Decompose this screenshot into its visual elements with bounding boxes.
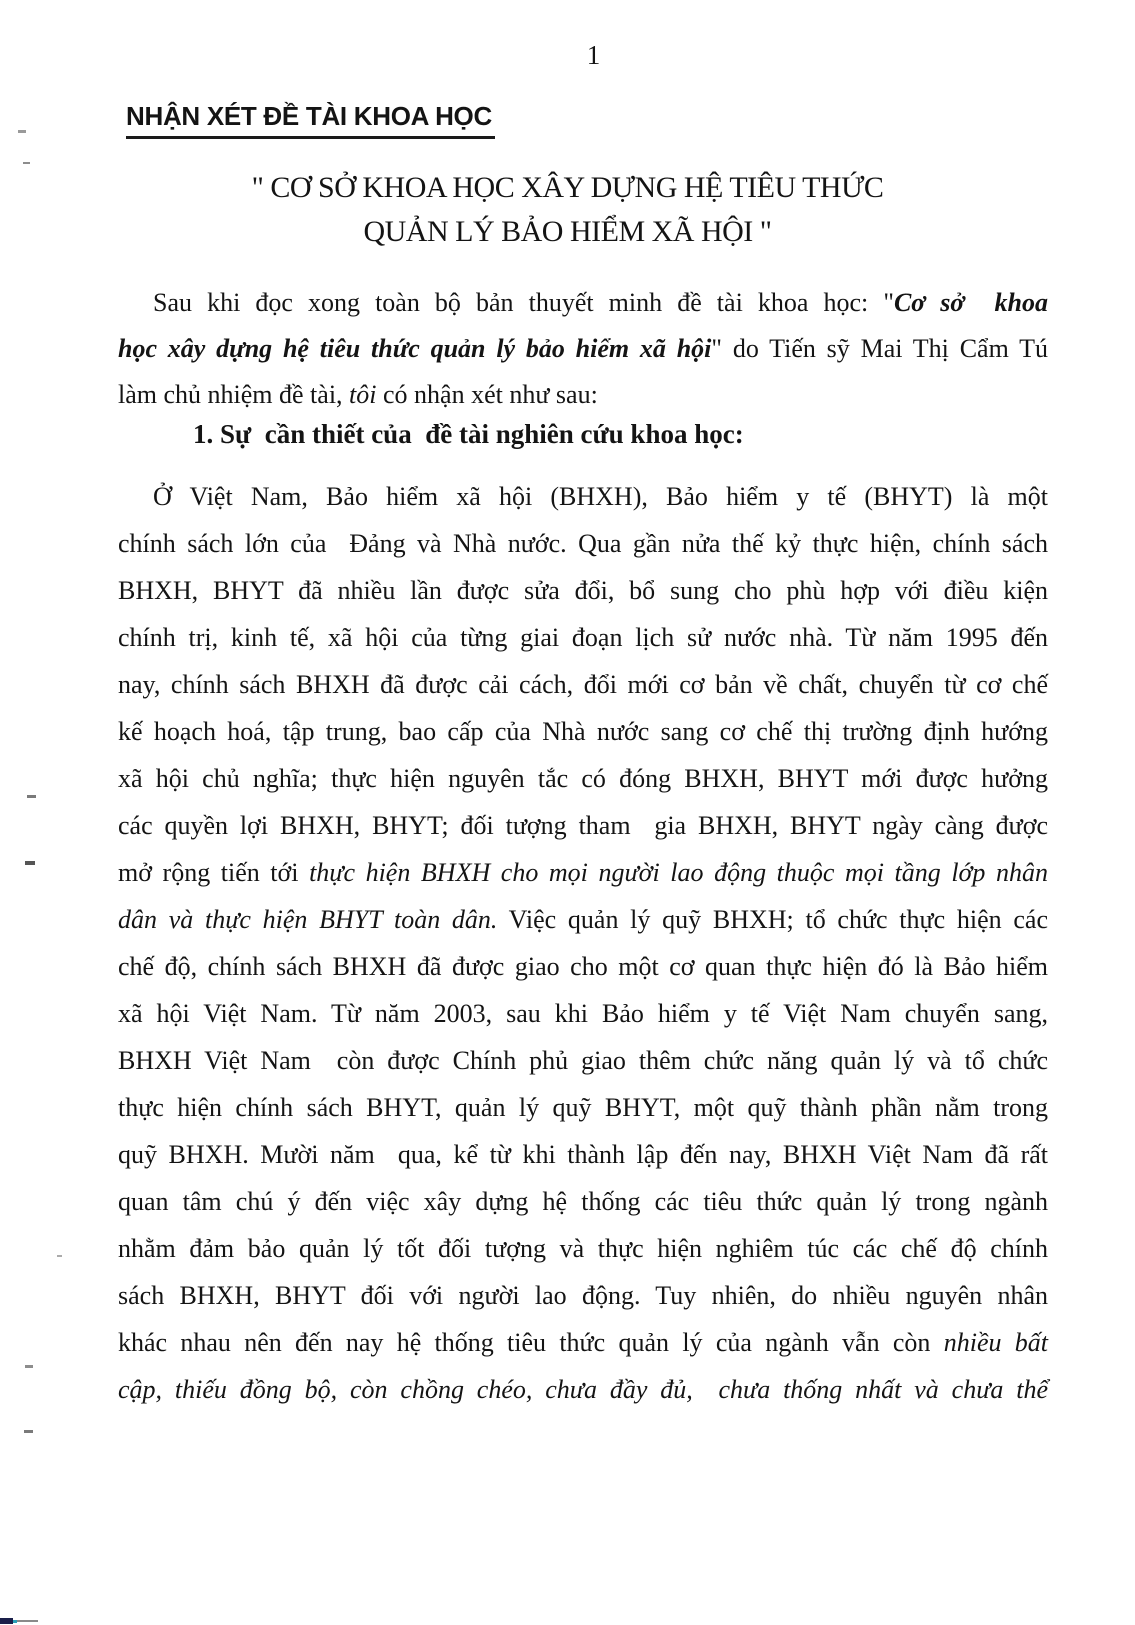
text-line bbox=[118, 372, 1048, 418]
text-line bbox=[118, 896, 1048, 943]
text-segment: quan tâm chú ý đến việc xây dựng hệ thống các tiêu thức quản lý trong ngành bbox=[118, 1187, 1048, 1216]
text-segment: có nhận xét như sau: bbox=[376, 380, 598, 409]
scan-artifact bbox=[57, 1255, 62, 1257]
text-segment: làm chủ nhiệm đề tài, bbox=[118, 380, 350, 409]
scan-artifact bbox=[24, 1430, 33, 1433]
emphasized-text: Cơ sở khoa bbox=[893, 288, 1048, 317]
text-line bbox=[118, 1319, 1048, 1366]
section-1-heading: 1. Sự cần thiết của đề tài nghiên cứu khoa học: bbox=[193, 419, 744, 449]
text-line bbox=[118, 708, 1048, 755]
text-segment: xã hội Việt Nam. Từ năm 2003, sau khi Bảo hiểm y tế Việt Nam chuyển sang, bbox=[118, 999, 1048, 1028]
text-line bbox=[118, 473, 1048, 520]
text-line bbox=[118, 661, 1048, 708]
text-segment: BHXH Việt Nam còn được Chính phủ giao thêm chức năng quản lý và tổ chức bbox=[118, 1046, 1048, 1075]
emphasized-text: nhiều bất bbox=[943, 1328, 1048, 1357]
text-segment: chính sách lớn của Đảng và Nhà nước. Qua gần nửa thế kỷ thực hiện, chính sách bbox=[118, 529, 1048, 558]
text-segment: BHXH, BHYT đã nhiều lần được sửa đổi, bổ sung cho phù hợp với điều kiện bbox=[118, 576, 1048, 605]
text-line bbox=[118, 1225, 1048, 1272]
scan-artifact bbox=[25, 861, 35, 865]
text-segment: khác nhau nên đến nay hệ thống tiêu thức quản lý của ngành vẫn còn bbox=[118, 1328, 944, 1357]
text-line bbox=[118, 614, 1048, 661]
text-segment: chính trị, kinh tế, xã hội của từng giai đoạn lịch sử nước nhà. Từ năm 1995 đến bbox=[118, 623, 1048, 652]
text-line bbox=[118, 943, 1048, 990]
scan-artifact bbox=[17, 1620, 38, 1622]
text-line bbox=[118, 1178, 1048, 1225]
text-line bbox=[118, 1366, 1048, 1413]
text-segment: nhằm đảm bảo quản lý tốt đối tượng và thực hiện nghiêm túc các chế độ chính bbox=[118, 1234, 1048, 1263]
text-segment: kế hoạch hoá, tập trung, bao cấp của Nhà nước sang cơ chế thị trường định hướng bbox=[118, 717, 1048, 746]
text-segment: Việc quản lý quỹ BHXH; tổ chức thực hiện các bbox=[497, 905, 1048, 934]
emphasized-text: cập, thiếu đồng bộ, còn chồng chéo, chưa đầy đủ, chưa thống nhất và chưa thể bbox=[118, 1375, 1048, 1404]
document-heading: NHẬN XÉT ĐỀ TÀI KHOA HỌC bbox=[126, 101, 495, 139]
text-line bbox=[118, 802, 1048, 849]
text-segment: nay, chính sách BHXH đã được cải cách, đổi mới cơ bản về chất, chuyển từ cơ chế bbox=[118, 670, 1048, 699]
text-line bbox=[118, 280, 1048, 326]
scan-artifact bbox=[27, 795, 36, 798]
text-line bbox=[118, 1084, 1048, 1131]
text-line bbox=[118, 1131, 1048, 1178]
emphasized-text: tôi bbox=[349, 380, 377, 409]
text-line bbox=[118, 1037, 1048, 1084]
scan-artifact bbox=[25, 1365, 33, 1368]
emphasized-text: học xây dựng hệ tiêu thức quản lý bảo hiểm xã hội bbox=[118, 334, 712, 363]
text-line bbox=[118, 326, 1048, 372]
emphasized-text: dân và thực hiện BHYT toàn dân. bbox=[118, 905, 498, 934]
report-title bbox=[0, 166, 1135, 254]
emphasized-text: thực hiện BHXH cho mọi người lao động thuộc mọi tầng lớp nhân bbox=[309, 858, 1048, 887]
text-line bbox=[118, 755, 1048, 802]
intro-paragraph bbox=[118, 280, 1048, 418]
text-segment: Sau khi đọc xong toàn bộ bản thuyết minh đề tài khoa học: " bbox=[153, 288, 894, 317]
report-title-line2: QUẢN LÝ BẢO HIỂM XÃ HỘI " bbox=[363, 215, 772, 248]
text-segment: " do Tiến sỹ Mai Thị Cẩm Tú bbox=[711, 334, 1049, 363]
page-number: 1 bbox=[586, 40, 601, 70]
scan-artifact bbox=[0, 1618, 13, 1624]
text-segment: thực hiện chính sách BHYT, quản lý quỹ BHYT, một quỹ thành phần nằm trong bbox=[118, 1093, 1048, 1122]
text-line bbox=[118, 567, 1048, 614]
scan-artifact bbox=[23, 162, 30, 164]
report-title-line1: " CƠ SỞ KHOA HỌC XÂY DỰNG HỆ TIÊU THỨC bbox=[251, 171, 884, 204]
text-segment: Ở Việt Nam, Bảo hiểm xã hội (BHXH), Bảo hiểm y tế (BHYT) là một bbox=[153, 482, 1048, 511]
text-segment: mở rộng tiến tới bbox=[118, 858, 310, 887]
text-line bbox=[118, 990, 1048, 1037]
text-segment: quỹ BHXH. Mười năm qua, kể từ khi thành lập đến nay, BHXH Việt Nam đã rất bbox=[118, 1140, 1048, 1169]
text-line bbox=[118, 520, 1048, 567]
text-segment: các quyền lợi BHXH, BHYT; đối tượng tham gia BHXH, BHYT ngày càng được bbox=[118, 811, 1048, 840]
text-line bbox=[118, 849, 1048, 896]
body-paragraph bbox=[118, 473, 1048, 1413]
text-segment: xã hội chủ nghĩa; thực hiện nguyên tắc có đóng BHXH, BHYT mới được hưởng bbox=[118, 764, 1048, 793]
text-segment: chế độ, chính sách BHXH đã được giao cho một cơ quan thực hiện đó là Bảo hiểm bbox=[118, 952, 1048, 981]
scan-artifact bbox=[18, 130, 26, 133]
text-segment: sách BHXH, BHYT đối với người lao động. Tuy nhiên, do nhiều nguyên nhân bbox=[118, 1281, 1048, 1310]
text-line bbox=[118, 1272, 1048, 1319]
